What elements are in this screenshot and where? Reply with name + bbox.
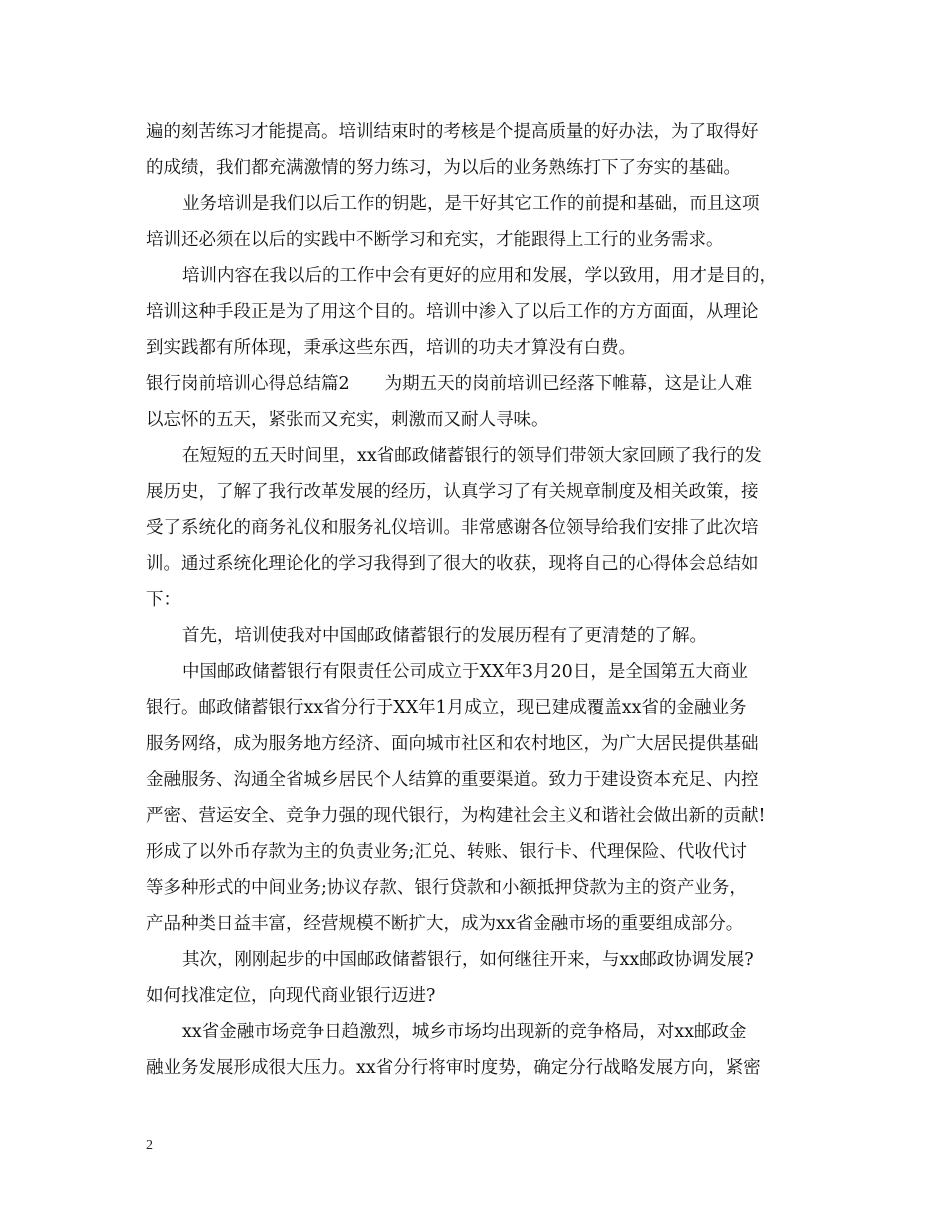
text-line: 培训这种手段正是为了用这个目的。培训中渗入了以后工作的方方面面，从理论 — [146, 302, 759, 322]
text-line: 银行。邮政储蓄银行xx省分行于XX年1月成立，现已建成覆盖xx省的金融业务 — [146, 698, 747, 718]
text-line: 服务网络，成为服务地方经济、面向城市社区和农村地区，为广大居民提供基础 — [146, 734, 759, 754]
page-number: 2 — [146, 1138, 153, 1153]
text-line: 首先，培训使我对中国邮政储蓄银行的发展历程有了更清楚的了解。 — [182, 626, 707, 646]
text-line: 融业务发展形成很大压力。xx省分行将审时度势，确定分行战略发展方向，紧密 — [146, 1058, 761, 1078]
text-line: 训。通过系统化理论化的学习我得到了很大的收获，现将自己的心得体会总结如 — [146, 554, 759, 574]
text-line: 产品种类日益丰富，经营规模不断扩大，成为xx省金融市场的重要组成部分。 — [146, 914, 744, 934]
text-line: 培训内容在我以后的工作中会有更好的应用和发展，学以致用，用才是目的， — [182, 266, 777, 286]
text-line: 到实践都有所体现，秉承这些东西，培训的功夫才算没有白费。 — [146, 338, 636, 358]
text-line: 其次，刚刚起步的中国邮政储蓄银行，如何继往开来，与xx邮政协调发展? — [182, 950, 754, 970]
text-line: 下： — [146, 590, 181, 610]
text-line: 展历史，了解了我行改革发展的经历，认真学习了有关规章制度及相关政策，接 — [146, 482, 759, 502]
section-heading-line: 银行岗前培训心得总结篇2 为期五天的岗前培训已经落下帷幕，这是让人难 — [146, 374, 753, 394]
text-line: 的成绩，我们都充满激情的努力练习，为以后的业务熟练打下了夯实的基础。 — [146, 158, 741, 178]
text-line: 等多种形式的中间业务;协议存款、银行贷款和小额抵押贷款为主的资产业务， — [146, 878, 747, 898]
text-line: 受了系统化的商务礼仪和服务礼仪培训。非常感谢各位领导给我们安排了此次培 — [146, 518, 759, 538]
text-line: 如何找准定位，向现代商业银行迈进? — [146, 986, 436, 1006]
text-line: 遍的刻苦练习才能提高。培训结束时的考核是个提高质量的好办法，为了取得好 — [146, 122, 759, 142]
text-line: 业务培训是我们以后工作的钥匙，是干好其它工作的前提和基础，而且这项 — [182, 194, 760, 214]
text-line: xx省金融市场竞争日趋激烈，城乡市场均出现新的竞争格局，对xx邮政金 — [182, 1022, 747, 1042]
text-line: 在短短的五天时间里，xx省邮政储蓄银行的领导们带领大家回顾了我行的发 — [182, 446, 762, 466]
text-line: 严密、营运安全、竞争力强的现代银行，为构建社会主义和谐社会做出新的贡献! — [146, 806, 766, 826]
text-line: 金融服务、沟通全省城乡居民个人结算的重要渠道。致力于建设资本充足、内控 — [146, 770, 759, 790]
text-line: 以忘怀的五天，紧张而又充实，刺激而又耐人寻味。 — [146, 410, 549, 430]
text-line: 中国邮政储蓄银行有限责任公司成立于XX年3月20日，是全国第五大商业 — [182, 662, 748, 682]
text-line: 培训还必须在以后的实践中不断学习和充实，才能跟得上工行的业务需求。 — [146, 230, 724, 250]
text-line: 形成了以外币存款为主的负责业务;汇兑、转账、银行卡、代理保险、代收代讨 — [146, 842, 747, 862]
